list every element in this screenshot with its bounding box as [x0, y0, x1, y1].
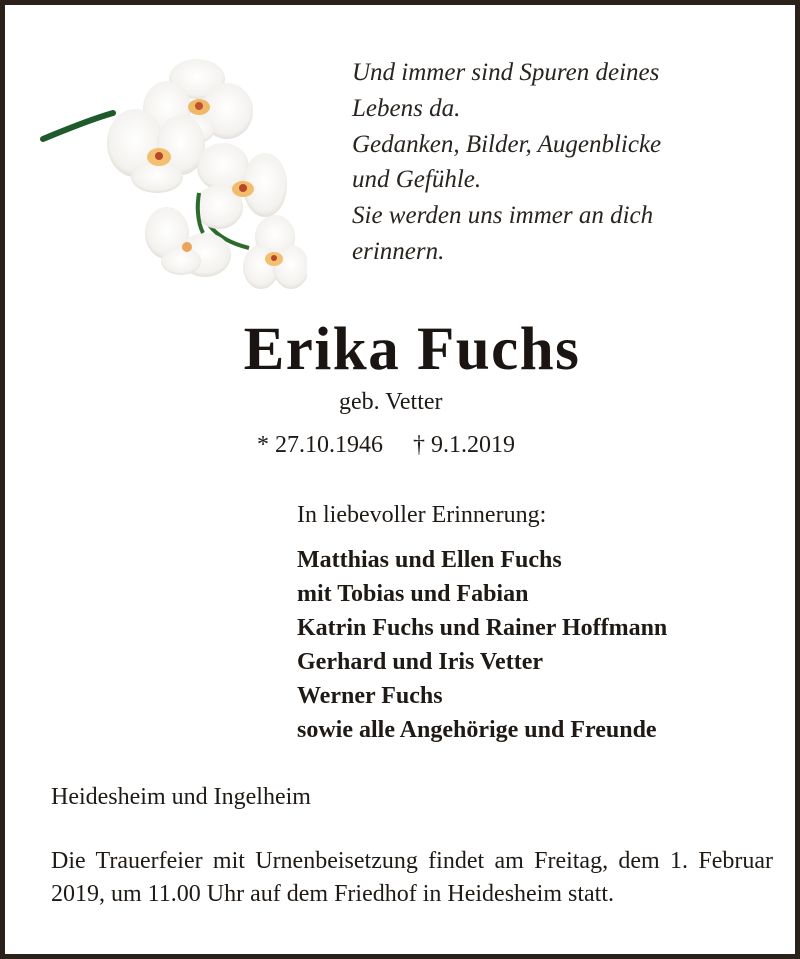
poem	[352, 55, 782, 270]
orchid-icon	[37, 43, 307, 293]
poem-line: erinnern.	[352, 237, 445, 265]
poem-line: Gedanken, Bilder, Augenblicke	[352, 130, 662, 158]
family-line: Gerhard und Iris Vetter	[297, 649, 543, 675]
memory-line: In liebevoller Erinnerung:	[297, 502, 547, 528]
birth-date: * 27.10.1946	[257, 432, 383, 458]
family-line: Matthias und Ellen Fuchs	[297, 547, 562, 573]
maiden-name: geb. Vetter	[339, 389, 443, 415]
deceased-name: Erika Fuchs	[243, 316, 581, 383]
poem-line: und Gefühle.	[352, 166, 482, 194]
family-line: mit Tobias und Fabian	[297, 581, 529, 607]
family-line: Katrin Fuchs und Rainer Hoffmann	[297, 615, 668, 641]
death-date: † 9.1.2019	[413, 432, 515, 458]
family-list	[297, 543, 667, 747]
family-line: sowie alle Angehörige und Freunde	[297, 717, 657, 743]
life-dates	[257, 432, 515, 459]
family-line: Werner Fuchs	[297, 683, 443, 709]
poem-line: Sie werden uns immer an dich	[352, 202, 654, 230]
places: Heidesheim und Ingelheim	[51, 784, 311, 810]
poem-line: Und immer sind Spuren deines	[352, 59, 660, 86]
funeral-notice: Die Trauerfeier mit Urnenbeisetzung findet am Freitag, dem 1. Februar 2019, um 11.00 Uhr auf dem Friedhof in Heidesheim statt.	[51, 848, 773, 907]
poem-line: Lebens da.	[352, 94, 461, 122]
